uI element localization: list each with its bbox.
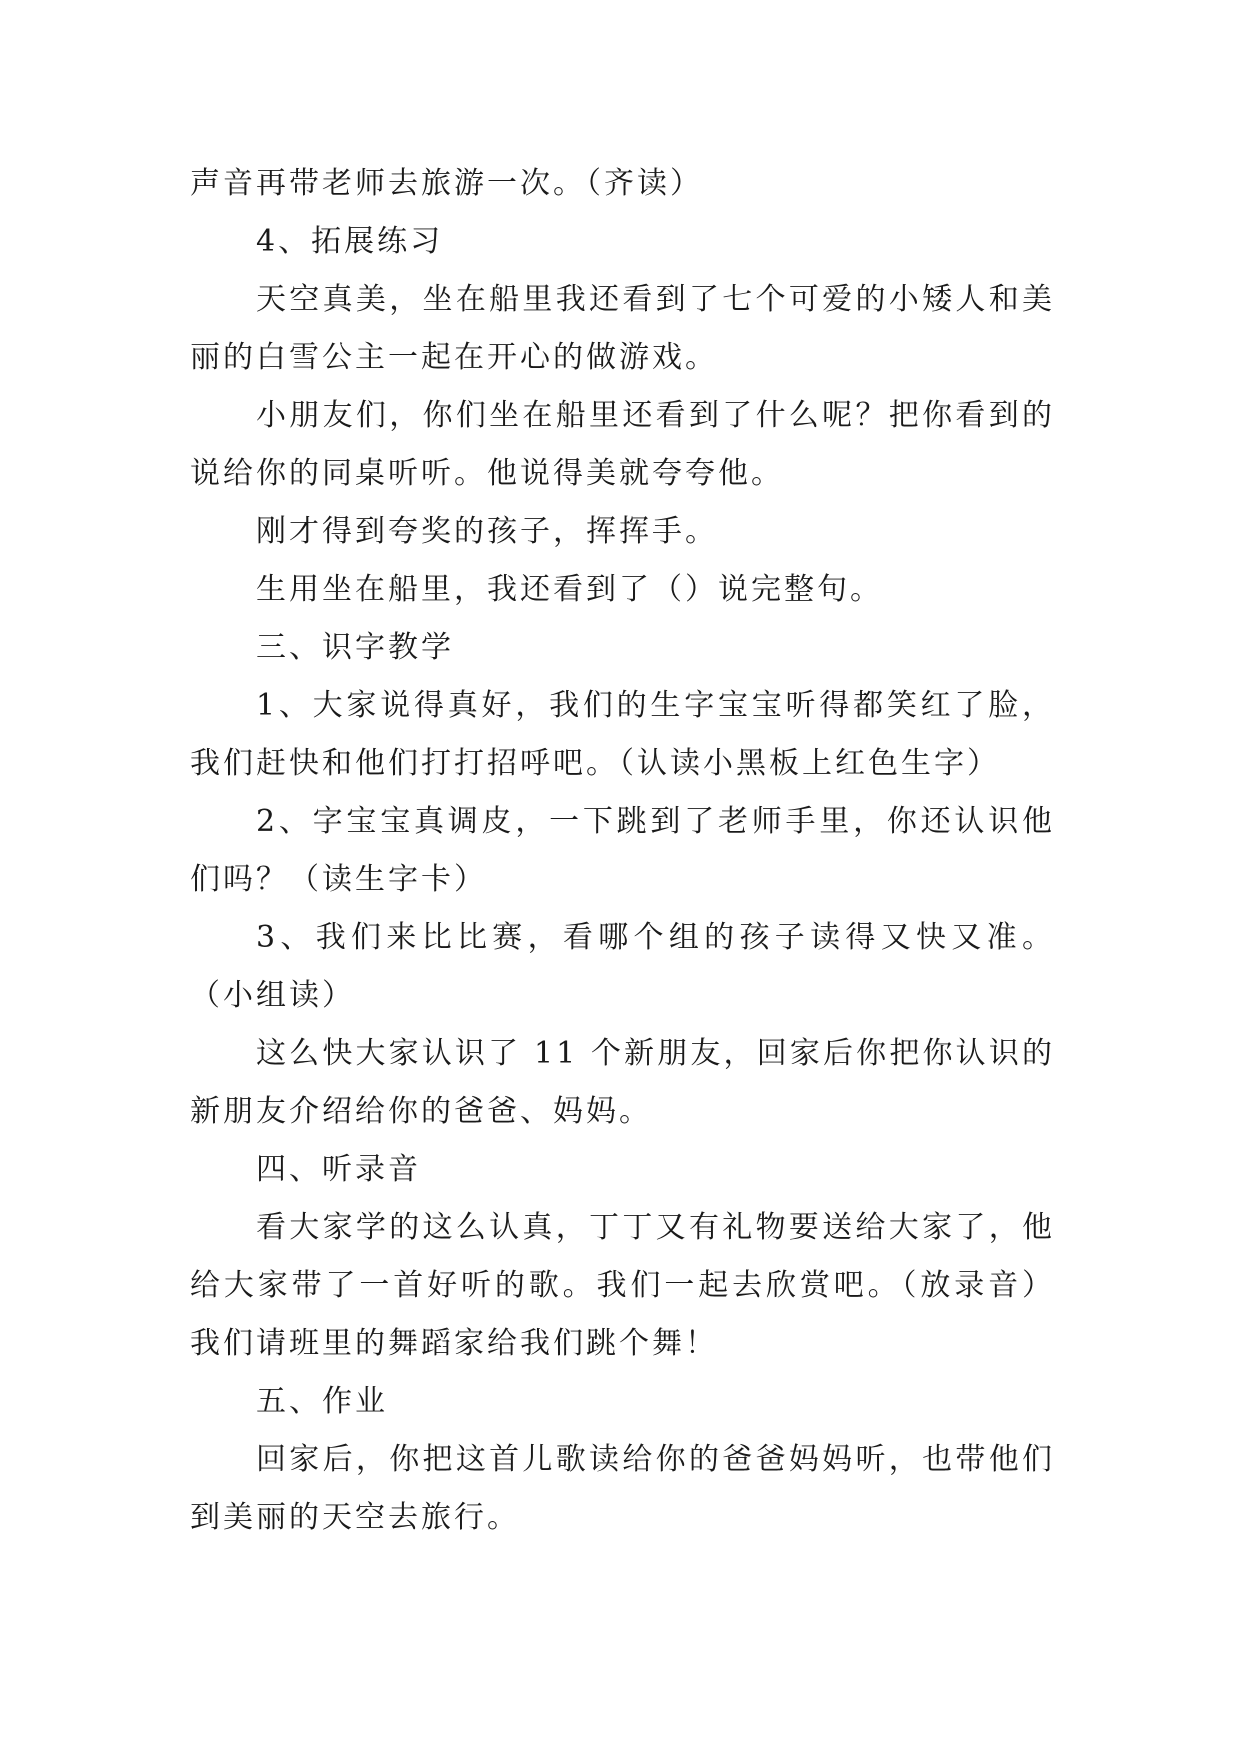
paragraph: 2、字宝宝真调皮，一下跳到了老师手里，你还认识他们吗？（读生字卡） (190, 804, 1055, 897)
paragraph: 生用坐在船里，我还看到了（）说完整句。 (256, 572, 883, 607)
heading-extension-practice: 4、拓展练习 (256, 224, 444, 259)
paragraph: 天空真美，坐在船里我还看到了七个可爱的小矮人和美丽的白雪公主一起在开心的做游戏。 (190, 282, 1055, 375)
paragraph: 小朋友们，你们坐在船里还看到了什么呢？把你看到的说给你的同桌听听。他说得美就夸夸他。 (190, 398, 1055, 491)
paragraph: 看大家学的这么认真，丁丁又有礼物要送给大家了，他给大家带了一首好听的歌。我们一起去欣赏吧。（放录音）我们请班里的舞蹈家给我们跳个舞！ (190, 1210, 1055, 1361)
paragraph-continuation: 声音再带老师去旅游一次。（齐读） (190, 166, 703, 201)
document-body (190, 155, 1055, 1547)
paragraph: 回家后，你把这首儿歌读给你的爸爸妈妈听，也带他们到美丽的天空去旅行。 (190, 1442, 1055, 1535)
paragraph: 1、大家说得真好，我们的生字宝宝听得都笑红了脸，我们赶快和他们打打招呼吧。（认读小黑板上红色生字） (190, 688, 1055, 781)
heading-homework: 五、作业 (256, 1384, 388, 1419)
heading-literacy-teaching: 三、识字教学 (256, 630, 454, 665)
paragraph: 3、我们来比比赛，看哪个组的孩子读得又快又准。（小组读） (190, 920, 1055, 1013)
paragraph: 刚才得到夸奖的孩子，挥挥手。 (256, 514, 718, 549)
heading-listen-recording: 四、听录音 (256, 1152, 421, 1187)
paragraph: 这么快大家认识了 11 个新朋友，回家后你把你认识的新朋友介绍给你的爸爸、妈妈。 (190, 1036, 1055, 1129)
